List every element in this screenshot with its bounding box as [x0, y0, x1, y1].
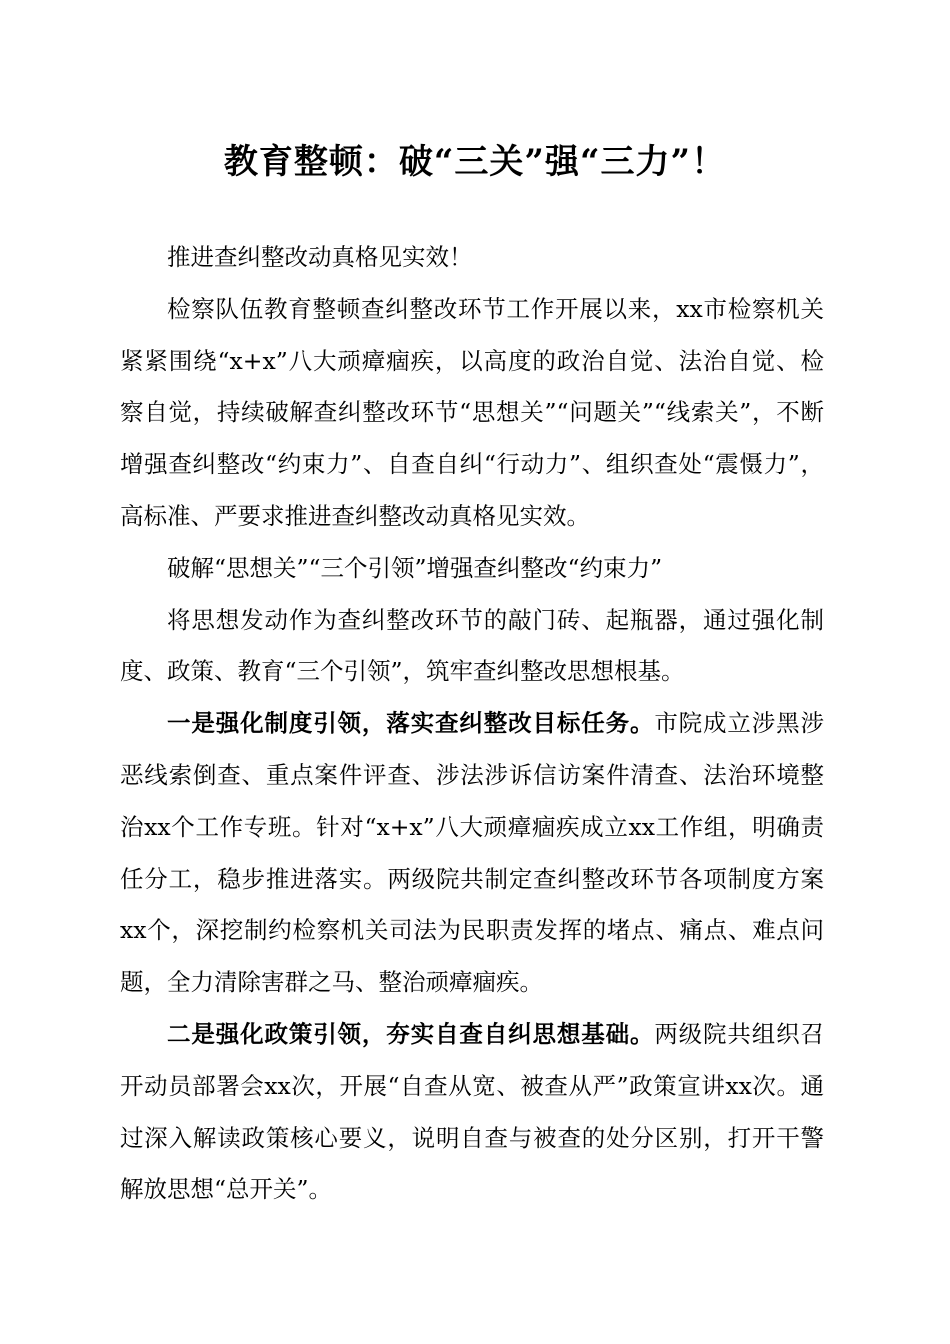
paragraph-overview [120, 284, 824, 543]
paragraph-text: 破解“思想关”“三个引领”增强查纠整改“约束力” [167, 553, 663, 582]
paragraph-text: 推进查纠整改动真格见实效！ [167, 243, 473, 271]
paragraph-text: 检察队伍教育整顿查纠整改环节工作开展以来，xx市检察机关紧紧围绕“x+x”八大顽瘴痼疾，以高度的政治自觉、法治自觉、检察自觉，持续破解查纠整改环节“思想关”“问题关”“线索关”，不断增强查纠整改“约束力”、自查自纠“行动力”、组织查处“震慑力”，高标准、严要求推进查纠整改动真格见实效。 [120, 294, 824, 530]
paragraph-text: 将思想发动作为查纠整改环节的敲门砖、起瓶器，通过强化制度、政策、教育“三个引领”，筑牢查纠整改思想根基。 [120, 605, 824, 686]
paragraph-text: 两级院共组织召开动员部署会xx次，开展“自查从宽、被查从严”政策宣讲xx次。通过深入解读政策核心要义，说明自查与被查的处分区别，打开干警解放思想“总开关”。 [120, 1019, 825, 1204]
paragraph-point-1 [120, 698, 824, 1009]
paragraph-lead: 一是强化制度引领，落实查纠整改目标任务。 [167, 709, 655, 738]
section-heading [120, 543, 824, 595]
paragraph-intro [120, 232, 824, 284]
document-body [120, 232, 824, 1216]
paragraph-text: 市院成立涉黑涉恶线索倒查、重点案件评查、涉法涉诉信访案件清查、法治环境整治xx个工作专班。针对“x+x”八大顽瘴痼疾成立xx工作组，明确责任分工，稳步推进落实。两级院共制定查纠整改环节各项制度方案xx个，深挖制约检察机关司法为民职责发挥的堵点、痛点、难点问题，全力清除害群之马、整治顽瘴痼疾。 [120, 709, 825, 997]
document-title: 教育整顿：破“三关”强“三力”！ [223, 142, 727, 182]
paragraph-section-intro [120, 595, 824, 699]
paragraph-point-2 [120, 1009, 824, 1216]
paragraph-lead: 二是强化政策引领，夯实自查自纠思想基础。 [167, 1019, 655, 1048]
